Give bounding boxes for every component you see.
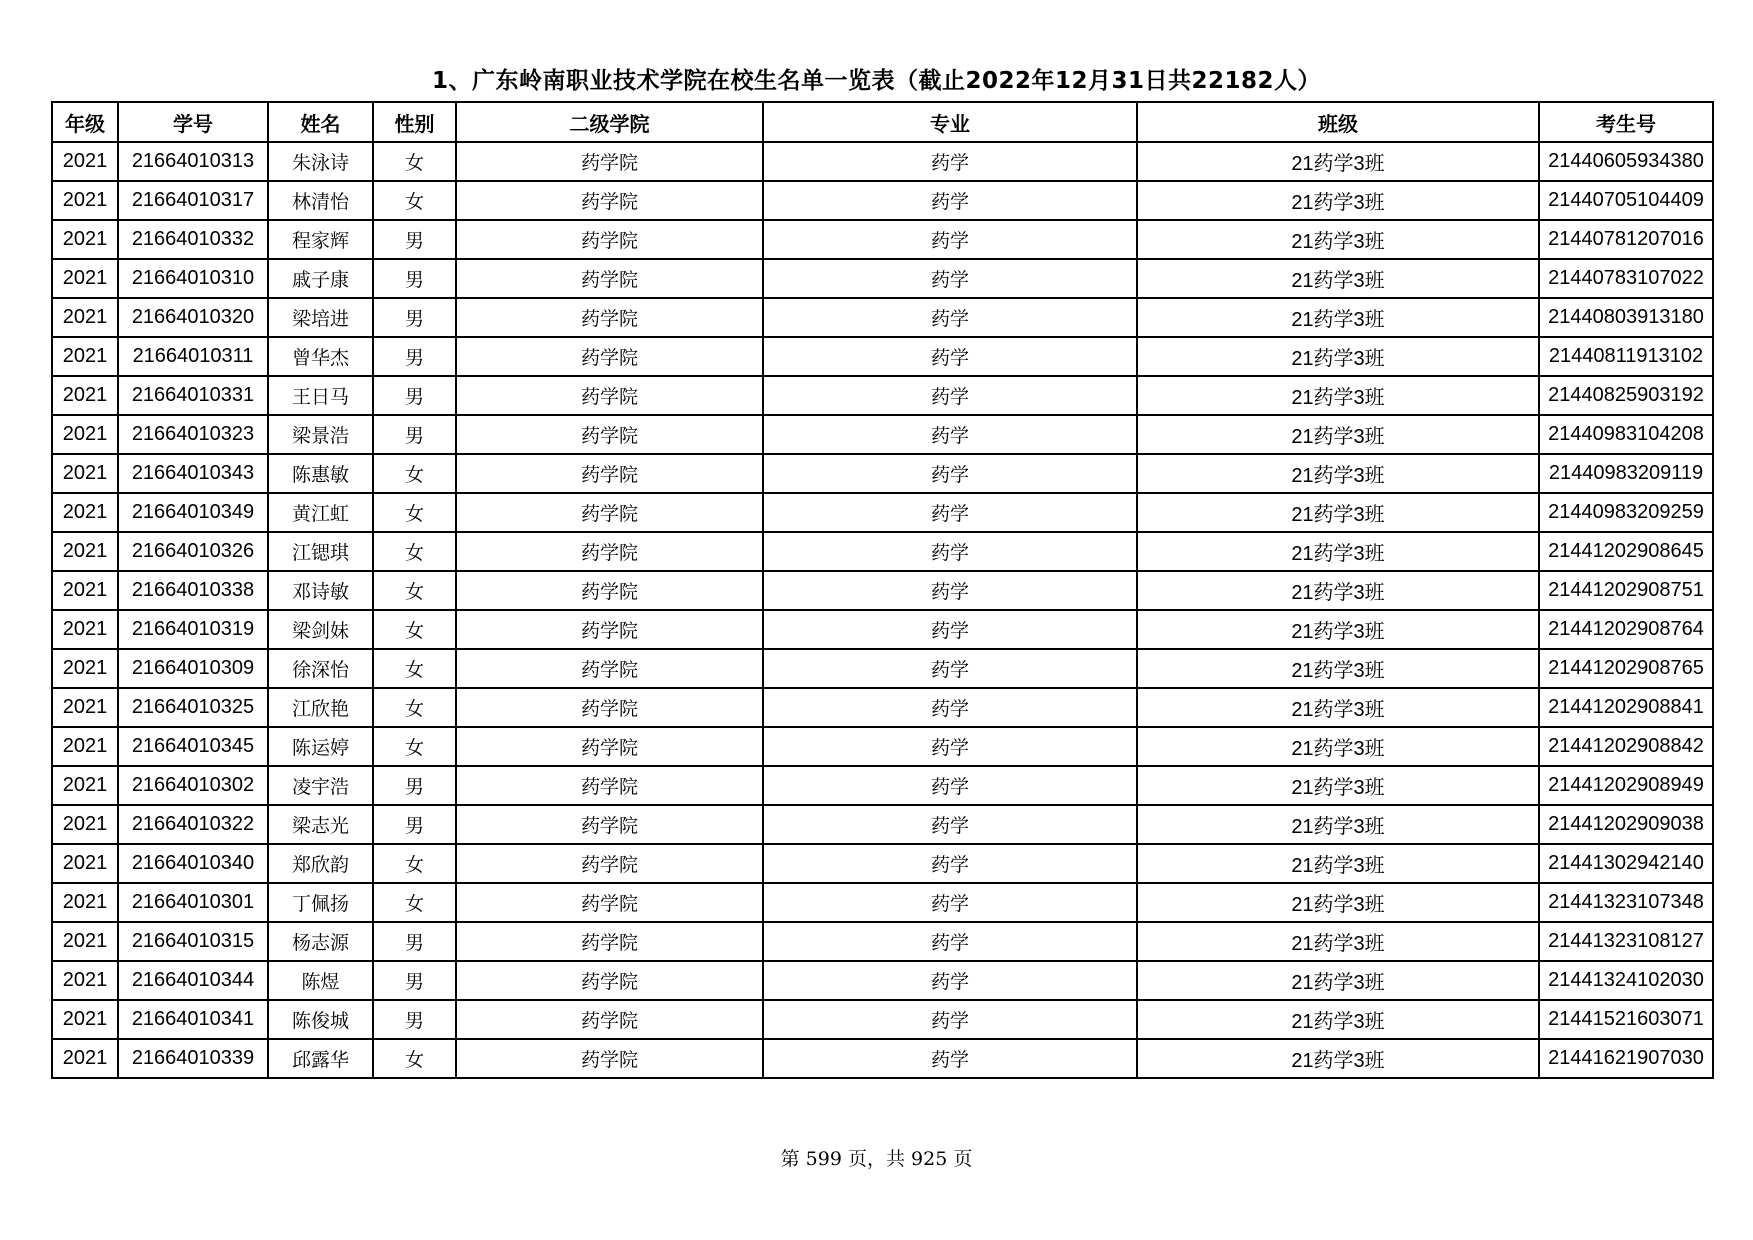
cell-grade: 2021 [52, 961, 118, 1000]
table-row [52, 142, 1713, 181]
header-class: 班级 [1137, 102, 1539, 142]
table-row [52, 844, 1713, 883]
table-row [52, 454, 1713, 493]
cell-name: 戚子康 [268, 259, 373, 298]
cell-gender: 男 [373, 337, 456, 376]
cell-student-id: 21664010320 [118, 298, 268, 337]
header-grade: 年级 [52, 102, 118, 142]
cell-student-id: 21664010341 [118, 1000, 268, 1039]
cell-name: 林清怡 [268, 181, 373, 220]
cell-college: 药学院 [456, 259, 763, 298]
cell-grade: 2021 [52, 298, 118, 337]
cell-college: 药学院 [456, 961, 763, 1000]
cell-class: 21药学3班 [1137, 298, 1539, 337]
table-row [52, 961, 1713, 1000]
cell-college: 药学院 [456, 415, 763, 454]
cell-name: 郑欣韵 [268, 844, 373, 883]
cell-name: 陈俊城 [268, 1000, 373, 1039]
cell-major: 药学 [763, 1039, 1137, 1078]
cell-major: 药学 [763, 220, 1137, 259]
cell-exam-id: 21440605934380 [1539, 142, 1713, 181]
header-major: 专业 [763, 102, 1137, 142]
cell-class: 21药学3班 [1137, 883, 1539, 922]
table-row [52, 805, 1713, 844]
cell-exam-id: 21440983104208 [1539, 415, 1713, 454]
cell-college: 药学院 [456, 1000, 763, 1039]
cell-student-id: 21664010315 [118, 922, 268, 961]
cell-student-id: 21664010349 [118, 493, 268, 532]
cell-student-id: 21664010340 [118, 844, 268, 883]
cell-name: 梁景浩 [268, 415, 373, 454]
cell-grade: 2021 [52, 727, 118, 766]
cell-exam-id: 21441202908842 [1539, 727, 1713, 766]
table-body [52, 142, 1713, 1078]
cell-gender: 女 [373, 649, 456, 688]
cell-gender: 女 [373, 142, 456, 181]
cell-major: 药学 [763, 415, 1137, 454]
cell-name: 王日马 [268, 376, 373, 415]
cell-grade: 2021 [52, 1039, 118, 1078]
cell-gender: 女 [373, 1039, 456, 1078]
cell-class: 21药学3班 [1137, 376, 1539, 415]
table-row [52, 610, 1713, 649]
cell-major: 药学 [763, 649, 1137, 688]
cell-gender: 男 [373, 415, 456, 454]
cell-college: 药学院 [456, 727, 763, 766]
table-row [52, 922, 1713, 961]
cell-gender: 女 [373, 610, 456, 649]
cell-gender: 女 [373, 532, 456, 571]
cell-exam-id: 21440783107022 [1539, 259, 1713, 298]
cell-gender: 女 [373, 844, 456, 883]
cell-student-id: 21664010319 [118, 610, 268, 649]
cell-major: 药学 [763, 571, 1137, 610]
cell-college: 药学院 [456, 688, 763, 727]
table-header-row [52, 102, 1713, 142]
cell-exam-id: 21440811913102 [1539, 337, 1713, 376]
cell-major: 药学 [763, 454, 1137, 493]
cell-student-id: 21664010310 [118, 259, 268, 298]
header-college: 二级学院 [456, 102, 763, 142]
cell-exam-id: 21440705104409 [1539, 181, 1713, 220]
cell-class: 21药学3班 [1137, 961, 1539, 1000]
cell-student-id: 21664010313 [118, 142, 268, 181]
table-row [52, 532, 1713, 571]
cell-college: 药学院 [456, 454, 763, 493]
cell-exam-id: 21440803913180 [1539, 298, 1713, 337]
cell-exam-id: 21441621907030 [1539, 1039, 1713, 1078]
cell-class: 21药学3班 [1137, 688, 1539, 727]
table-row [52, 766, 1713, 805]
cell-grade: 2021 [52, 454, 118, 493]
cell-student-id: 21664010325 [118, 688, 268, 727]
cell-college: 药学院 [456, 922, 763, 961]
student-roster-table [51, 101, 1714, 1079]
cell-college: 药学院 [456, 220, 763, 259]
cell-major: 药学 [763, 376, 1137, 415]
cell-exam-id: 21441202909038 [1539, 805, 1713, 844]
cell-name: 凌宇浩 [268, 766, 373, 805]
cell-grade: 2021 [52, 259, 118, 298]
cell-student-id: 21664010345 [118, 727, 268, 766]
table-row [52, 298, 1713, 337]
table-row [52, 376, 1713, 415]
cell-college: 药学院 [456, 883, 763, 922]
table-row [52, 883, 1713, 922]
cell-name: 程家辉 [268, 220, 373, 259]
cell-name: 徐深怡 [268, 649, 373, 688]
cell-college: 药学院 [456, 298, 763, 337]
cell-class: 21药学3班 [1137, 142, 1539, 181]
cell-college: 药学院 [456, 649, 763, 688]
cell-name: 邱露华 [268, 1039, 373, 1078]
cell-exam-id: 21441202908645 [1539, 532, 1713, 571]
cell-student-id: 21664010326 [118, 532, 268, 571]
table-row [52, 727, 1713, 766]
cell-exam-id: 21441323108127 [1539, 922, 1713, 961]
table-row [52, 220, 1713, 259]
cell-name: 梁志光 [268, 805, 373, 844]
cell-grade: 2021 [52, 532, 118, 571]
cell-major: 药学 [763, 610, 1137, 649]
cell-gender: 男 [373, 298, 456, 337]
cell-class: 21药学3班 [1137, 415, 1539, 454]
cell-grade: 2021 [52, 649, 118, 688]
header-exam-id: 考生号 [1539, 102, 1713, 142]
cell-exam-id: 21441521603071 [1539, 1000, 1713, 1039]
cell-grade: 2021 [52, 493, 118, 532]
table-row [52, 1039, 1713, 1078]
cell-student-id: 21664010338 [118, 571, 268, 610]
cell-grade: 2021 [52, 1000, 118, 1039]
cell-grade: 2021 [52, 922, 118, 961]
cell-name: 杨志源 [268, 922, 373, 961]
header-gender: 性别 [373, 102, 456, 142]
cell-class: 21药学3班 [1137, 337, 1539, 376]
cell-major: 药学 [763, 766, 1137, 805]
cell-student-id: 21664010332 [118, 220, 268, 259]
cell-grade: 2021 [52, 376, 118, 415]
cell-class: 21药学3班 [1137, 532, 1539, 571]
cell-student-id: 21664010323 [118, 415, 268, 454]
cell-name: 曾华杰 [268, 337, 373, 376]
cell-student-id: 21664010311 [118, 337, 268, 376]
cell-grade: 2021 [52, 181, 118, 220]
cell-name: 陈运婷 [268, 727, 373, 766]
cell-grade: 2021 [52, 337, 118, 376]
table-row [52, 181, 1713, 220]
table-row [52, 259, 1713, 298]
cell-class: 21药学3班 [1137, 1000, 1539, 1039]
cell-student-id: 21664010343 [118, 454, 268, 493]
cell-college: 药学院 [456, 376, 763, 415]
cell-exam-id: 21440781207016 [1539, 220, 1713, 259]
cell-class: 21药学3班 [1137, 649, 1539, 688]
cell-exam-id: 21441202908949 [1539, 766, 1713, 805]
cell-name: 朱泳诗 [268, 142, 373, 181]
document-title: 1、广东岭南职业技术学院在校生名单一览表（截止2022年12月31日共22182人） [431, 68, 1322, 94]
cell-student-id: 21664010317 [118, 181, 268, 220]
cell-gender: 男 [373, 220, 456, 259]
cell-major: 药学 [763, 298, 1137, 337]
cell-gender: 男 [373, 1000, 456, 1039]
cell-grade: 2021 [52, 883, 118, 922]
cell-class: 21药学3班 [1137, 727, 1539, 766]
table-row [52, 493, 1713, 532]
cell-class: 21药学3班 [1137, 922, 1539, 961]
cell-name: 邓诗敏 [268, 571, 373, 610]
cell-college: 药学院 [456, 142, 763, 181]
cell-college: 药学院 [456, 493, 763, 532]
cell-student-id: 21664010344 [118, 961, 268, 1000]
cell-college: 药学院 [456, 844, 763, 883]
cell-student-id: 21664010301 [118, 883, 268, 922]
cell-class: 21药学3班 [1137, 610, 1539, 649]
cell-major: 药学 [763, 961, 1137, 1000]
cell-gender: 女 [373, 493, 456, 532]
cell-grade: 2021 [52, 571, 118, 610]
cell-student-id: 21664010309 [118, 649, 268, 688]
cell-gender: 男 [373, 961, 456, 1000]
cell-major: 药学 [763, 493, 1137, 532]
cell-college: 药学院 [456, 571, 763, 610]
cell-gender: 女 [373, 727, 456, 766]
cell-student-id: 21664010302 [118, 766, 268, 805]
table-row [52, 688, 1713, 727]
cell-gender: 男 [373, 376, 456, 415]
header-student-id: 学号 [118, 102, 268, 142]
cell-exam-id: 21441202908764 [1539, 610, 1713, 649]
cell-major: 药学 [763, 181, 1137, 220]
table-row [52, 571, 1713, 610]
cell-class: 21药学3班 [1137, 493, 1539, 532]
cell-grade: 2021 [52, 805, 118, 844]
cell-grade: 2021 [52, 610, 118, 649]
cell-grade: 2021 [52, 844, 118, 883]
cell-gender: 男 [373, 259, 456, 298]
cell-grade: 2021 [52, 415, 118, 454]
cell-gender: 女 [373, 571, 456, 610]
cell-name: 丁佩扬 [268, 883, 373, 922]
cell-college: 药学院 [456, 1039, 763, 1078]
table-row [52, 1000, 1713, 1039]
cell-class: 21药学3班 [1137, 766, 1539, 805]
cell-exam-id: 21441202908751 [1539, 571, 1713, 610]
cell-student-id: 21664010339 [118, 1039, 268, 1078]
cell-college: 药学院 [456, 337, 763, 376]
cell-gender: 男 [373, 805, 456, 844]
cell-college: 药学院 [456, 610, 763, 649]
table-row [52, 415, 1713, 454]
cell-grade: 2021 [52, 766, 118, 805]
cell-major: 药学 [763, 883, 1137, 922]
cell-exam-id: 21441323107348 [1539, 883, 1713, 922]
cell-class: 21药学3班 [1137, 259, 1539, 298]
table-row [52, 649, 1713, 688]
cell-exam-id: 21440983209259 [1539, 493, 1713, 532]
cell-college: 药学院 [456, 532, 763, 571]
cell-student-id: 21664010331 [118, 376, 268, 415]
cell-college: 药学院 [456, 805, 763, 844]
cell-class: 21药学3班 [1137, 220, 1539, 259]
cell-name: 梁剑妹 [268, 610, 373, 649]
cell-exam-id: 21440983209119 [1539, 454, 1713, 493]
cell-grade: 2021 [52, 220, 118, 259]
cell-class: 21药学3班 [1137, 844, 1539, 883]
cell-class: 21药学3班 [1137, 181, 1539, 220]
table-row [52, 337, 1713, 376]
cell-exam-id: 21441302942140 [1539, 844, 1713, 883]
cell-college: 药学院 [456, 766, 763, 805]
cell-name: 江欣艳 [268, 688, 373, 727]
cell-exam-id: 21441202908765 [1539, 649, 1713, 688]
page-number: 第 599 页，共 925 页 [780, 1148, 973, 1170]
cell-exam-id: 21441324102030 [1539, 961, 1713, 1000]
cell-grade: 2021 [52, 142, 118, 181]
cell-gender: 女 [373, 454, 456, 493]
cell-class: 21药学3班 [1137, 454, 1539, 493]
header-name: 姓名 [268, 102, 373, 142]
cell-name: 陈惠敏 [268, 454, 373, 493]
cell-major: 药学 [763, 142, 1137, 181]
cell-college: 药学院 [456, 181, 763, 220]
cell-name: 梁培进 [268, 298, 373, 337]
cell-gender: 男 [373, 922, 456, 961]
cell-gender: 女 [373, 688, 456, 727]
cell-exam-id: 21440825903192 [1539, 376, 1713, 415]
cell-class: 21药学3班 [1137, 805, 1539, 844]
cell-class: 21药学3班 [1137, 1039, 1539, 1078]
cell-gender: 女 [373, 181, 456, 220]
cell-major: 药学 [763, 844, 1137, 883]
cell-student-id: 21664010322 [118, 805, 268, 844]
cell-major: 药学 [763, 532, 1137, 571]
cell-major: 药学 [763, 922, 1137, 961]
cell-gender: 女 [373, 883, 456, 922]
cell-major: 药学 [763, 727, 1137, 766]
cell-class: 21药学3班 [1137, 571, 1539, 610]
cell-major: 药学 [763, 1000, 1137, 1039]
cell-major: 药学 [763, 337, 1137, 376]
cell-major: 药学 [763, 805, 1137, 844]
cell-exam-id: 21441202908841 [1539, 688, 1713, 727]
cell-name: 陈煜 [268, 961, 373, 1000]
cell-major: 药学 [763, 688, 1137, 727]
cell-name: 江锶琪 [268, 532, 373, 571]
cell-major: 药学 [763, 259, 1137, 298]
cell-gender: 男 [373, 766, 456, 805]
cell-name: 黄江虹 [268, 493, 373, 532]
cell-grade: 2021 [52, 688, 118, 727]
